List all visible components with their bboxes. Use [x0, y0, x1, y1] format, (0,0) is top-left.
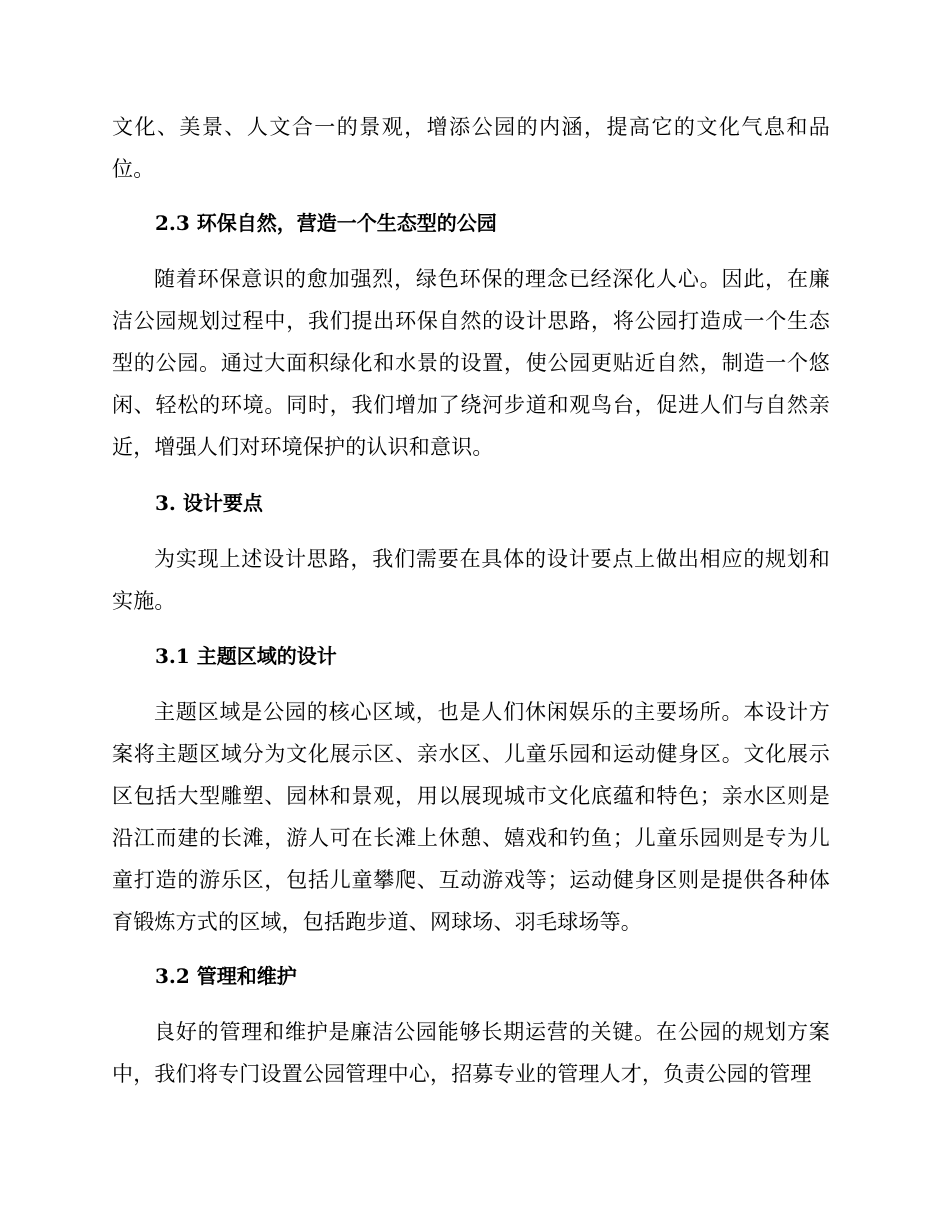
paragraph-2-3: 随着环保意识的愈加强烈，绿色环保的理念已经深化人心。因此，在廉洁公园规划过程中，我们提出环保自然的设计思路，将公园打造成一个生态型的公园。通过大面积绿化和水景的设置，使公园更贴近自然，制造一个悠闲、轻松的环境。同时，我们增加了绕河步道和观鸟台，促进人们与自然亲近，增强人们对环境保护的认识和意识。 [112, 267, 830, 459]
paragraph-continuation: 文化、美景、人文合一的景观，增添公园的内涵，提高它的文化气息和品位。 [112, 115, 830, 181]
heading-2-3: 2.3 环保自然，营造一个生态型的公园 [155, 211, 497, 235]
heading-3-1: 3.1 主题区域的设计 [155, 644, 337, 668]
paragraph-3-1: 主题区域是公园的核心区域，也是人们休闲娱乐的主要场所。本设计方案将主题区域分为文化展示区、亲水区、儿童乐园和运动健身区。文化展示区包括大型雕塑、园林和景观，用以展现城市文化底蕴和特色；亲水区则是沿江而建的长滩，游人可在长滩上休憩、嬉戏和钓鱼；儿童乐园则是专为儿童打造的游乐区，包括儿童攀爬、互动游戏等；运动健身区则是提供各种体育锻炼方式的区域，包括跑步道、网球场、羽毛球场等。 [112, 700, 830, 934]
paragraph-3-2: 良好的管理和维护是廉洁公园能够长期运营的关键。在公园的规划方案中，我们将专门设置公园管理中心，招募专业的管理人才，负责公园的管理 [112, 1020, 830, 1086]
heading-3: 3. 设计要点 [155, 491, 263, 515]
paragraph-3: 为实现上述设计思路，我们需要在具体的设计要点上做出相应的规划和实施。 [112, 547, 830, 613]
heading-3-2: 3.2 管理和维护 [155, 964, 297, 988]
